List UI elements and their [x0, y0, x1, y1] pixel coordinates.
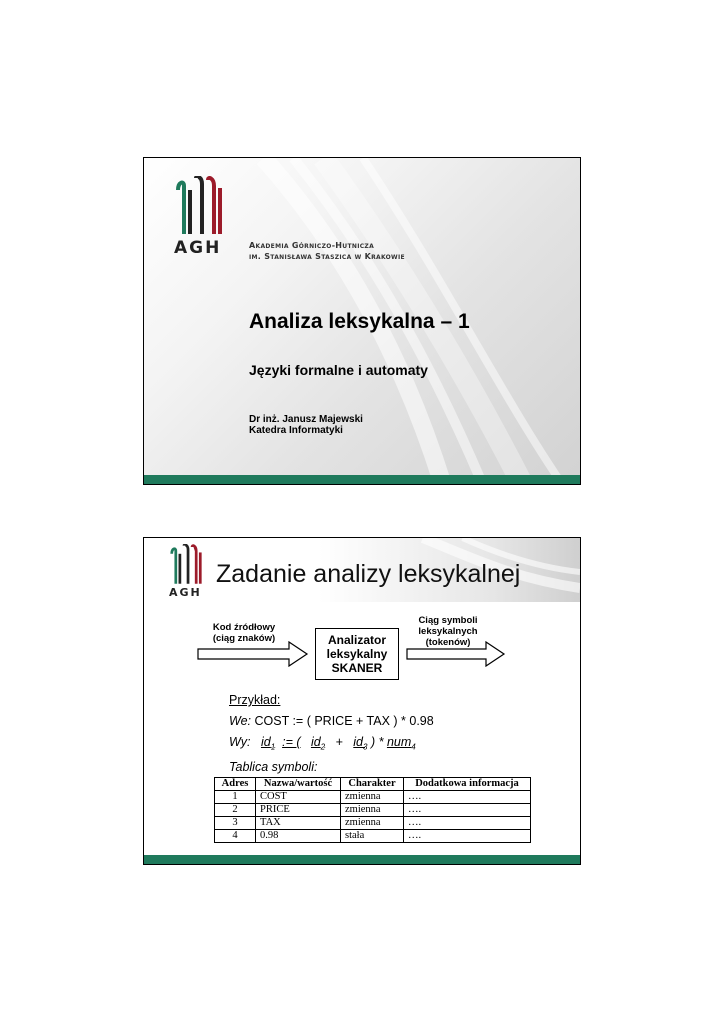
output-label-line-1: Ciąg symboli [418, 615, 478, 626]
wy-label: Wy: [229, 735, 251, 749]
box-line-2: leksykalny [326, 647, 388, 661]
table-row [215, 830, 531, 843]
scanner-box [315, 628, 399, 680]
token-id1: $id_1$ [260, 735, 276, 752]
table-row [215, 817, 531, 830]
title-slide [143, 157, 581, 485]
slide-title: Analiza leksykalna – 1 [249, 310, 470, 333]
column-header: Nazwa/wartość [256, 778, 341, 791]
we-text: COST := ( PRICE + TAX ) * 0.98 [254, 714, 434, 728]
table-cell: TAX [256, 817, 341, 830]
we-label: We: [229, 714, 251, 728]
token-assign: := ( [282, 735, 301, 749]
table-cell: zmienna [341, 804, 404, 817]
input-arrow-icon [197, 641, 309, 667]
university-line-1: Akademia Górniczo-Hutnicza [249, 241, 375, 250]
token-plus: + [335, 735, 343, 749]
column-header: Dodatkowa informacja [404, 778, 531, 791]
content-slide [143, 537, 581, 865]
table-cell: 1 [215, 791, 256, 804]
table-cell: …. [404, 817, 531, 830]
university-line-2: im. Stanisława Staszica w Krakowie [249, 252, 405, 261]
table-cell: zmienna [341, 791, 404, 804]
table-header-row [215, 778, 531, 791]
table-cell: …. [404, 804, 531, 817]
token-mult: ) * [370, 735, 384, 749]
logo-text: AGH [169, 586, 202, 599]
output-arrow-icon [406, 641, 506, 667]
table-row [215, 791, 531, 804]
slide-subtitle: Języki formalne i automaty [249, 362, 428, 378]
table-cell: 3 [215, 817, 256, 830]
slide-title: Zadanie analizy leksykalnej [216, 560, 521, 588]
table-cell: …. [404, 830, 531, 843]
symbol-table [214, 777, 531, 843]
token-num4: num$_4$ [386, 735, 416, 752]
table-cell: 4 [215, 830, 256, 843]
table-cell: stała [341, 830, 404, 843]
department-name: Katedra Informatyki [249, 425, 343, 436]
table-label [229, 760, 317, 774]
table-cell: PRICE [256, 804, 341, 817]
column-header: Charakter [341, 778, 404, 791]
table-cell: zmienna [341, 817, 404, 830]
output-example [229, 735, 416, 752]
author-name: Dr inż. Janusz Majewski [249, 414, 363, 425]
example-label: Przykład: [229, 693, 281, 707]
token-id3: $id_3$ [353, 735, 368, 752]
bottom-bar [144, 475, 580, 484]
input-example [229, 714, 434, 728]
table-label-text: Tablica symboli: [229, 760, 318, 774]
agh-logo-icon [174, 176, 224, 234]
table-cell: …. [404, 791, 531, 804]
input-label-line-2: (ciąg znaków) [212, 633, 276, 644]
token-id2: $id_2$ [310, 735, 326, 752]
table-cell: 0.98 [256, 830, 341, 843]
input-label-line-1: Kod źródłowy [212, 622, 276, 633]
output-label-line-2: leksykalnych [418, 626, 478, 637]
agh-logo-icon [169, 544, 203, 584]
table-cell: COST [256, 791, 341, 804]
column-header: Adres [215, 778, 256, 791]
logo-text: AGH [174, 238, 222, 258]
bottom-bar [144, 855, 580, 864]
author-block [249, 414, 363, 436]
output-label-line-3: (tokenów) [425, 637, 471, 648]
table-row [215, 804, 531, 817]
box-line-3: SKANER [331, 661, 383, 675]
table-cell: 2 [215, 804, 256, 817]
university-name [249, 240, 405, 262]
box-line-1: Analizator [327, 633, 386, 647]
